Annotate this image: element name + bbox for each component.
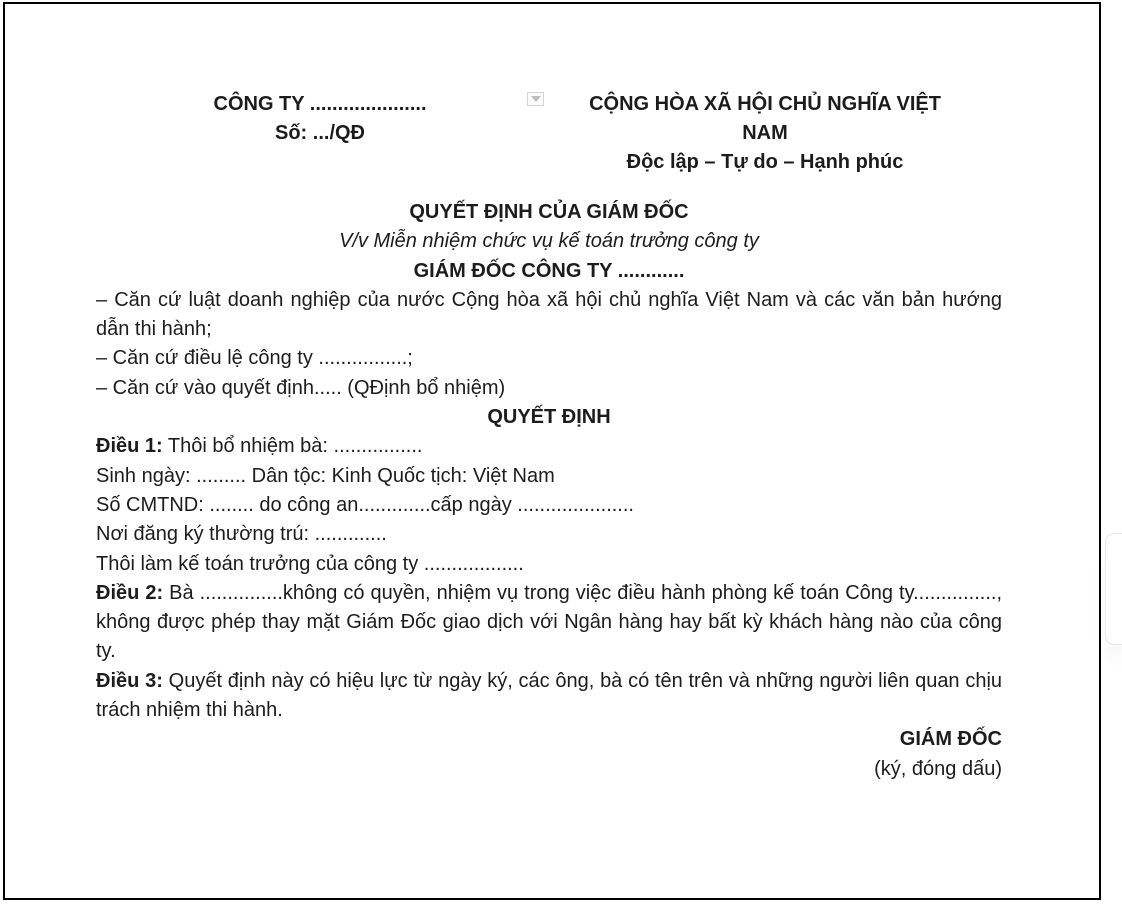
article-1-detail: Số CMTND: ........ do công an.............cấp ngày ..................... (96, 493, 634, 516)
decision-heading: QUYẾT ĐỊNH (487, 406, 611, 429)
issuer-title: GIÁM ĐỐC CÔNG TY ............ (413, 259, 685, 282)
preamble-line: – Căn cứ luật doanh nghiệp của nước Cộng hòa xã hội chủ nghĩa Việt Nam và các văn bản hướng dẫn thi hành; (96, 288, 1002, 341)
article-3-label: Điều 3: (96, 669, 163, 692)
article-1-detail: Nơi đăng ký thường trú: ............. (96, 523, 387, 546)
article-1-text: Thôi bổ nhiệm bà: ................ (167, 435, 423, 458)
national-header-block (565, 90, 965, 177)
motto-line: Độc lập – Tự do – Hạnh phúc (626, 151, 904, 173)
preamble-line: – Căn cứ vào quyết định..... (QĐịnh bổ nhiệm) (96, 376, 506, 399)
article-3-text: Quyết định này có hiệu lực từ ngày ký, các ông, bà có tên trên và những người liên quan chịu trách nhiệm thi hành. (96, 669, 1003, 722)
company-header-block (150, 90, 490, 148)
national-title-line: CỘNG HÒA XÃ HỘI CHỦ NGHĨA VIỆT NAM (589, 93, 941, 144)
signature-title: GIÁM ĐỐC (899, 728, 1002, 751)
company-name-line: CÔNG TY ..................... (213, 93, 427, 115)
decision-title: QUYẾT ĐỊNH CỦA GIÁM ĐỐC (409, 201, 689, 223)
article-1 (96, 432, 1002, 461)
article-1-label: Điều 1: (96, 435, 163, 458)
article-1-detail: Sinh ngày: ......... Dân tộc: Kinh Quốc tịch: Việt Nam (96, 464, 555, 487)
scrollbar-thumb[interactable] (1105, 533, 1122, 645)
preamble-line: – Căn cứ điều lệ công ty ................; (96, 347, 413, 370)
article-1-detail: Thôi làm kế toán trưởng của công ty .................. (96, 552, 524, 575)
article-2 (96, 579, 1002, 667)
decision-subject: V/v Miễn nhiệm chức vụ kế toán trưởng công ty (339, 230, 759, 253)
document-body (96, 198, 1002, 784)
article-2-label: Điều 2: (96, 581, 164, 604)
signature-note: (ký, đóng dấu) (874, 757, 1002, 780)
article-3 (96, 667, 1002, 726)
chevron-down-icon[interactable] (527, 92, 544, 106)
chevron-down-glyph (531, 96, 541, 102)
article-2-text: Bà ...............không có quyền, nhiệm vụ trong việc điều hành phòng kế toán Công ty..............., không được phép thay mặt Giám Đốc giao dịch với Ngân hàng hay bất kỳ khách hàng nào của công ty. (96, 581, 1002, 663)
document-number-line: Số: .../QĐ (275, 122, 365, 144)
